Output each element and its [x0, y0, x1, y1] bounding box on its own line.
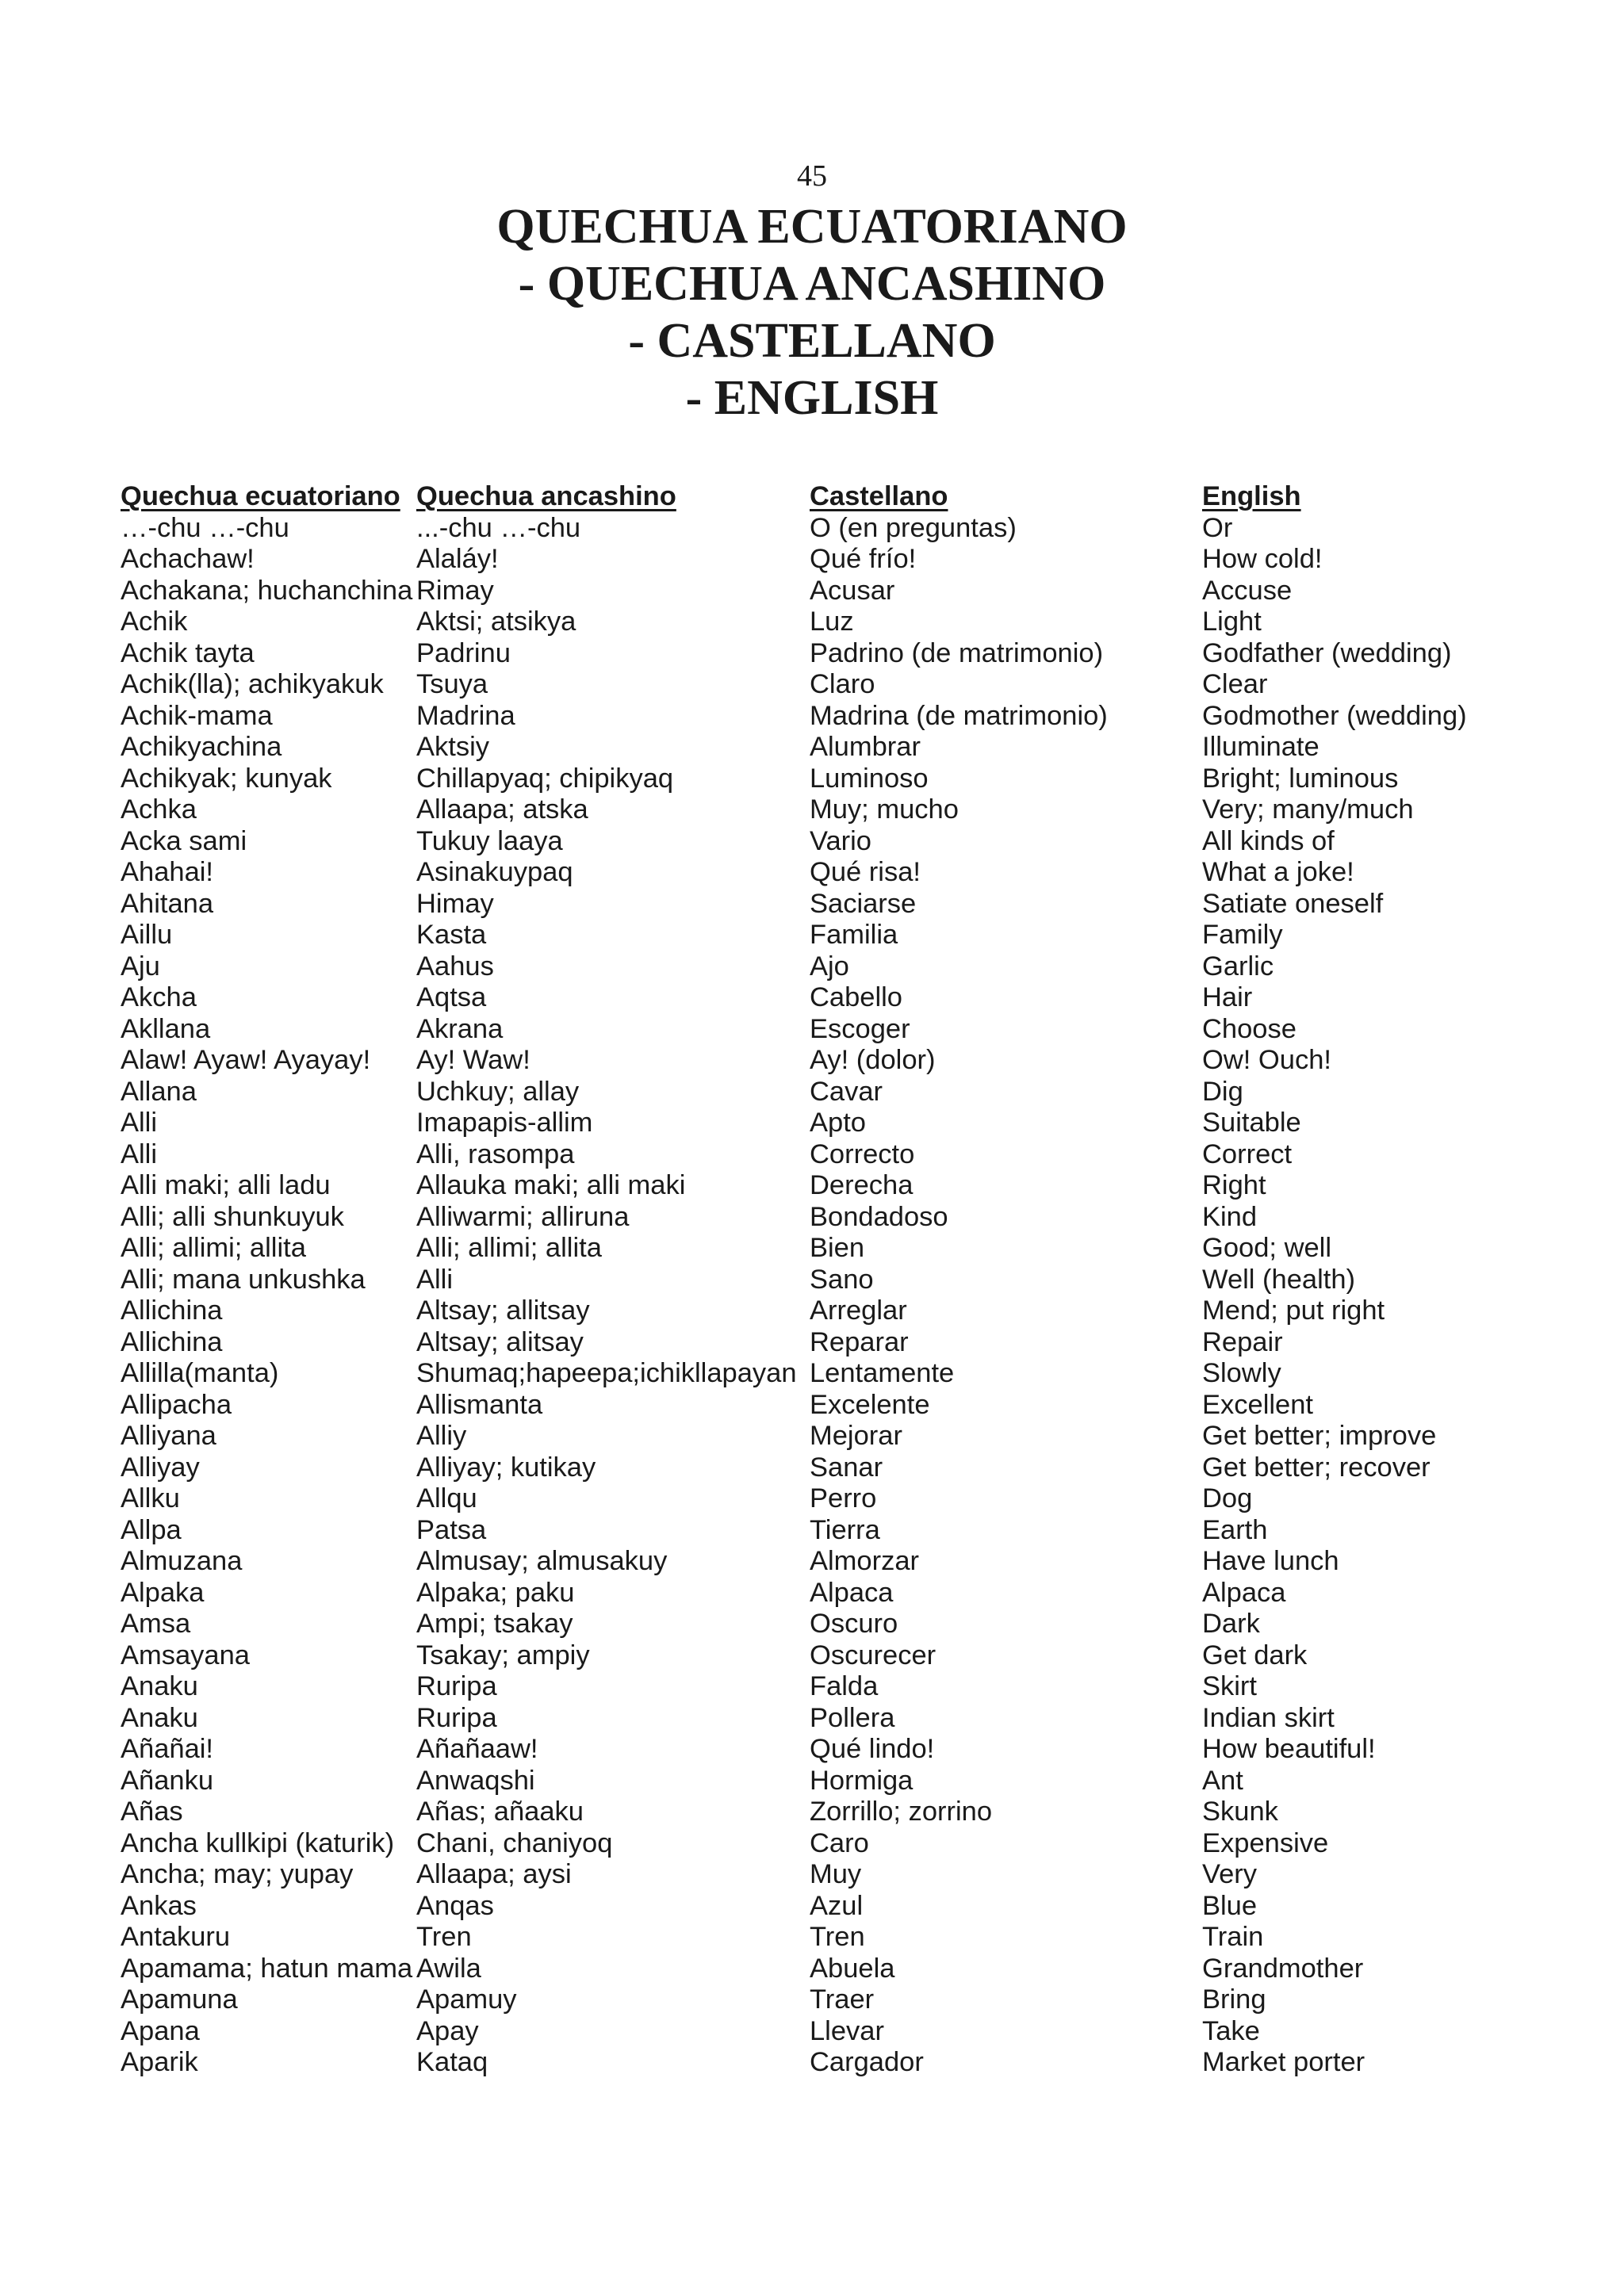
quechua-ecuatoriano-cell: Alli; mana unkushka [121, 1264, 366, 1295]
castellano-cell: Alumbrar [810, 732, 921, 762]
quechua-ancashino-cell: Alli; allimi; allita [416, 1233, 602, 1263]
quechua-ancashino-cell: Asinakuypaq [416, 857, 573, 887]
english-cell: Repair [1202, 1326, 1283, 1357]
page-number: 45 [797, 159, 827, 193]
quechua-ecuatoriano-cell: Almuzana [121, 1546, 243, 1576]
quechua-ecuatoriano-cell: Apamuna [121, 1984, 238, 2015]
quechua-ecuatoriano-cell: Allana [121, 1076, 197, 1107]
quechua-ecuatoriano-cell: Alpaka [121, 1577, 205, 1608]
quechua-ecuatoriano-cell: Allichina [121, 1326, 223, 1357]
castellano-cell: Saciarse [810, 888, 917, 919]
english-cell: Choose [1202, 1013, 1297, 1044]
english-cell: Hair [1202, 982, 1253, 1012]
english-cell: Illuminate [1202, 732, 1320, 762]
quechua-ancashino-cell: Allaapa; atska [416, 794, 588, 825]
quechua-ancashino-cell: Allqu [416, 1483, 477, 1513]
english-cell: Light [1202, 607, 1262, 637]
english-cell: Take [1202, 2015, 1260, 2046]
english-cell: Grandmother [1202, 1953, 1364, 1984]
quechua-ecuatoriano-cell: Aillu [121, 920, 173, 950]
castellano-cell: Familia [810, 920, 898, 950]
castellano-cell: Llevar [810, 2015, 884, 2046]
quechua-ancashino-cell: Ruripa [416, 1671, 497, 1701]
english-cell: How cold! [1202, 544, 1323, 574]
castellano-cell: Tierra [810, 1514, 880, 1545]
english-cell: Get better; improve [1202, 1421, 1437, 1451]
english-cell: Satiate oneself [1202, 888, 1384, 919]
quechua-ecuatoriano-cell: Añanku [121, 1765, 214, 1796]
quechua-ecuatoriano-cell: Aparik [121, 2047, 198, 2077]
quechua-ecuatoriano-cell: Amsa [121, 1609, 191, 1639]
english-cell: Clear [1202, 669, 1268, 699]
castellano-cell: Ajo [810, 951, 849, 982]
quechua-ecuatoriano-cell: Allpa [121, 1514, 182, 1545]
castellano-cell: Luz [810, 607, 854, 637]
castellano-cell: Hormiga [810, 1765, 914, 1796]
quechua-ancashino-cell: Apay [416, 2015, 479, 2046]
english-cell: Correct [1202, 1138, 1293, 1169]
english-cell: Train [1202, 1922, 1264, 1952]
quechua-ecuatoriano-cell: Akllana [121, 1013, 211, 1044]
english-cell: Family [1202, 920, 1283, 950]
quechua-ecuatoriano-cell: Añas [121, 1797, 183, 1827]
castellano-cell: Bien [810, 1233, 865, 1263]
english-cell: Very; many/much [1202, 794, 1414, 825]
castellano-cell: Bondadoso [810, 1201, 948, 1232]
castellano-cell: Oscurecer [810, 1640, 936, 1670]
quechua-ecuatoriano-cell: Aju [121, 951, 160, 982]
english-cell: Get dark [1202, 1640, 1308, 1670]
castellano-cell: Falda [810, 1671, 879, 1701]
english-cell: Skirt [1202, 1671, 1257, 1701]
quechua-ecuatoriano-cell: Alliyay [121, 1452, 200, 1483]
quechua-ancashino-cell: Alaláy! [416, 544, 499, 574]
english-cell: Right [1202, 1170, 1266, 1200]
quechua-ancashino-cell: Añas; añaaku [416, 1797, 584, 1827]
quechua-ecuatoriano-cell: Achik-mama [121, 700, 273, 731]
english-cell: Indian skirt [1202, 1702, 1335, 1733]
quechua-ecuatoriano-cell: Achakana; huchanchina [121, 575, 413, 606]
quechua-ancashino-cell: Aktsi; atsikya [416, 607, 576, 637]
quechua-ecuatoriano-cell: Achik(lla); achikyakuk [121, 669, 384, 699]
quechua-ecuatoriano-cell: Alli [121, 1138, 158, 1169]
quechua-ancashino-cell: Añañaaw! [416, 1734, 538, 1764]
quechua-ancashino-cell: Himay [416, 888, 494, 919]
quechua-ancashino-cell: Alli [416, 1264, 454, 1295]
quechua-ecuatoriano-cell: Alli; allimi; allita [121, 1233, 306, 1263]
quechua-ecuatoriano-cell: Achikyak; kunyak [121, 763, 332, 794]
castellano-cell: Sanar [810, 1452, 883, 1483]
quechua-ancashino-cell: Ay! Waw! [416, 1045, 530, 1075]
quechua-ancashino-cell: Chillapyaq; chipikyaq [416, 763, 674, 794]
castellano-cell: Reparar [810, 1326, 909, 1357]
castellano-cell: Luminoso [810, 763, 929, 794]
castellano-cell: Alpaca [810, 1577, 894, 1608]
quechua-ancashino-cell: Almusay; almusakuy [416, 1546, 668, 1576]
castellano-cell: Traer [810, 1984, 875, 2015]
castellano-cell: Pollera [810, 1702, 895, 1733]
quechua-ecuatoriano-cell: Alaw! Ayaw! Ayayay! [121, 1045, 371, 1075]
castellano-cell: Derecha [810, 1170, 914, 1200]
column-header-quechua-ecuatoriano: Quechua ecuatoriano [121, 481, 400, 511]
quechua-ecuatoriano-cell: Anaku [121, 1671, 198, 1701]
quechua-ecuatoriano-cell: Alli; alli shunkuyuk [121, 1201, 344, 1232]
castellano-cell: O (en preguntas) [810, 512, 1017, 543]
quechua-ancashino-cell: Tren [416, 1922, 472, 1952]
quechua-ancashino-cell: Rimay [416, 575, 494, 606]
quechua-ecuatoriano-cell: Ancha kullkipi (katurik) [121, 1827, 395, 1858]
english-cell: Dog [1202, 1483, 1253, 1513]
castellano-cell: Azul [810, 1890, 864, 1921]
castellano-cell: Claro [810, 669, 875, 699]
castellano-cell: Correcto [810, 1138, 915, 1169]
quechua-ancashino-cell: Akrana [416, 1013, 504, 1044]
english-cell: Expensive [1202, 1827, 1329, 1858]
quechua-ecuatoriano-cell: Ahitana [121, 888, 214, 919]
quechua-ancashino-cell: Shumaq;hapeepa;ichikllapayan [416, 1358, 797, 1388]
quechua-ecuatoriano-cell: Allipacha [121, 1389, 232, 1420]
quechua-ancashino-cell: Alliyay; kutikay [416, 1452, 596, 1483]
castellano-cell: Acusar [810, 575, 895, 606]
quechua-ancashino-cell: Tsakay; ampiy [416, 1640, 590, 1670]
quechua-ancashino-cell: Aahus [416, 951, 494, 982]
english-cell: Market porter [1202, 2047, 1365, 2077]
english-cell: Well (health) [1202, 1264, 1356, 1295]
castellano-cell: Cargador [810, 2047, 924, 2077]
quechua-ecuatoriano-cell: Ankas [121, 1890, 197, 1921]
castellano-cell: Qué risa! [810, 857, 921, 887]
english-cell: Alpaca [1202, 1577, 1286, 1608]
castellano-cell: Vario [810, 825, 871, 856]
english-cell: Bring [1202, 1984, 1266, 2015]
quechua-ancashino-cell: Altsay; alitsay [416, 1326, 584, 1357]
quechua-ecuatoriano-cell: Allku [121, 1483, 180, 1513]
quechua-ancashino-cell: Anwaqshi [416, 1765, 535, 1796]
castellano-cell: Tren [810, 1922, 865, 1952]
quechua-ancashino-cell: Alliwarmi; alliruna [416, 1201, 630, 1232]
english-cell: Dark [1202, 1609, 1260, 1639]
castellano-cell: Caro [810, 1827, 869, 1858]
quechua-ancashino-cell: Chani, chaniyoq [416, 1827, 613, 1858]
quechua-ancashino-cell: Apamuy [416, 1984, 517, 2015]
quechua-ancashino-cell: Madrina [416, 700, 515, 731]
quechua-ancashino-cell: Allaapa; aysi [416, 1859, 572, 1889]
english-cell: Ow! Ouch! [1202, 1045, 1331, 1075]
quechua-ancashino-cell: Allauka maki; alli maki [416, 1170, 686, 1200]
english-cell: Godmother (wedding) [1202, 700, 1467, 731]
castellano-cell: Madrina (de matrimonio) [810, 700, 1108, 731]
quechua-ecuatoriano-cell: Alliyana [121, 1421, 216, 1451]
english-cell: Kind [1202, 1201, 1258, 1232]
quechua-ancashino-cell: Aqtsa [416, 982, 487, 1012]
castellano-cell: Qué frío! [810, 544, 917, 574]
quechua-ancashino-cell: Patsa [416, 1514, 487, 1545]
column-header-quechua-ancashino: Quechua ancashino [416, 481, 676, 511]
castellano-cell: Muy; mucho [810, 794, 959, 825]
quechua-ancashino-cell: Ampi; tsakay [416, 1609, 573, 1639]
quechua-ecuatoriano-cell: Apamama; hatun mama [121, 1953, 413, 1984]
castellano-cell: Zorrillo; zorrino [810, 1797, 993, 1827]
english-cell: How beautiful! [1202, 1734, 1376, 1764]
quechua-ecuatoriano-cell: Acka sami [121, 825, 247, 856]
english-cell: Excellent [1202, 1389, 1313, 1420]
title-line: - QUECHUA ANCASHINO [518, 257, 1106, 311]
castellano-cell: Perro [810, 1483, 877, 1513]
castellano-cell: Qué lindo! [810, 1734, 935, 1764]
castellano-cell: Apto [810, 1108, 866, 1138]
english-cell: Skunk [1202, 1797, 1278, 1827]
english-cell: Good; well [1202, 1233, 1331, 1263]
quechua-ecuatoriano-cell: Allilla(manta) [121, 1358, 279, 1388]
english-cell: Suitable [1202, 1108, 1301, 1138]
quechua-ecuatoriano-cell: …-chu …-chu [121, 512, 289, 543]
quechua-ancashino-cell: Uchkuy; allay [416, 1076, 580, 1107]
quechua-ecuatoriano-cell: Ancha; may; yupay [121, 1859, 354, 1889]
quechua-ecuatoriano-cell: Antakuru [121, 1922, 231, 1952]
castellano-cell: Mejorar [810, 1421, 902, 1451]
english-cell: Bright; luminous [1202, 763, 1399, 794]
quechua-ancashino-cell: Ruripa [416, 1702, 497, 1733]
title-line: QUECHUA ECUATORIANO [496, 200, 1128, 254]
quechua-ancashino-cell: Imapapis-allim [416, 1108, 593, 1138]
english-cell: Blue [1202, 1890, 1258, 1921]
english-cell: Mend; put right [1202, 1295, 1385, 1326]
quechua-ancashino-cell: Kataq [416, 2047, 488, 2077]
quechua-ecuatoriano-cell: Allichina [121, 1295, 223, 1326]
castellano-cell: Lentamente [810, 1358, 955, 1388]
castellano-cell: Ay! (dolor) [810, 1045, 936, 1075]
quechua-ancashino-cell: Kasta [416, 920, 487, 950]
castellano-cell: Arreglar [810, 1295, 907, 1326]
castellano-cell: Muy [810, 1859, 862, 1889]
english-cell: What a joke! [1202, 857, 1354, 887]
english-cell: Get better; recover [1202, 1452, 1431, 1483]
column-header-castellano: Castellano [810, 481, 948, 511]
castellano-cell: Oscuro [810, 1609, 898, 1639]
quechua-ecuatoriano-cell: Ahahai! [121, 857, 214, 887]
quechua-ancashino-cell: Aktsiy [416, 732, 490, 762]
title-line: - ENGLISH [685, 371, 939, 425]
castellano-cell: Cabello [810, 982, 902, 1012]
english-cell: Very [1202, 1859, 1258, 1889]
castellano-cell: Padrino (de matrimonio) [810, 637, 1104, 668]
quechua-ancashino-cell: Alliy [416, 1421, 467, 1451]
castellano-cell: Cavar [810, 1076, 883, 1107]
english-cell: Slowly [1202, 1358, 1281, 1388]
quechua-ecuatoriano-cell: Achikyachina [121, 732, 282, 762]
column-header-english: English [1202, 481, 1301, 511]
castellano-cell: Abuela [810, 1953, 895, 1984]
quechua-ancashino-cell: Awila [416, 1953, 481, 1984]
english-cell: Ant [1202, 1765, 1243, 1796]
quechua-ancashino-cell: Anqas [416, 1890, 494, 1921]
castellano-cell: Almorzar [810, 1546, 920, 1576]
quechua-ecuatoriano-cell: Alli [121, 1108, 158, 1138]
quechua-ecuatoriano-cell: Akcha [121, 982, 197, 1012]
title-line: - CASTELLANO [628, 314, 996, 368]
quechua-ecuatoriano-cell: Achka [121, 794, 197, 825]
english-cell: All kinds of [1202, 825, 1335, 856]
english-cell: Earth [1202, 1514, 1268, 1545]
quechua-ancashino-cell: Allismanta [416, 1389, 543, 1420]
english-cell: Have lunch [1202, 1546, 1339, 1576]
castellano-cell: Escoger [810, 1013, 910, 1044]
quechua-ecuatoriano-cell: Achachaw! [121, 544, 255, 574]
quechua-ancashino-cell: Altsay; allitsay [416, 1295, 590, 1326]
english-cell: Dig [1202, 1076, 1243, 1107]
quechua-ancashino-cell: Tukuy laaya [416, 825, 563, 856]
quechua-ecuatoriano-cell: Alli maki; alli ladu [121, 1170, 331, 1200]
castellano-cell: Sano [810, 1264, 874, 1295]
quechua-ecuatoriano-cell: Achik tayta [121, 637, 255, 668]
quechua-ancashino-cell: Tsuya [416, 669, 488, 699]
quechua-ecuatoriano-cell: Anaku [121, 1702, 198, 1733]
quechua-ecuatoriano-cell: Apana [121, 2015, 200, 2046]
english-cell: Godfather (wedding) [1202, 637, 1452, 668]
quechua-ancashino-cell: Alli, rasompa [416, 1138, 575, 1169]
quechua-ecuatoriano-cell: Achik [121, 607, 188, 637]
page-title [0, 198, 1624, 427]
quechua-ecuatoriano-cell: Amsayana [121, 1640, 250, 1670]
quechua-ancashino-cell: ...-chu …-chu [416, 512, 581, 543]
castellano-cell: Excelente [810, 1389, 930, 1420]
quechua-ancashino-cell: Padrinu [416, 637, 511, 668]
english-cell: Or [1202, 512, 1233, 543]
english-cell: Accuse [1202, 575, 1293, 606]
quechua-ecuatoriano-cell: Añañai! [121, 1734, 214, 1764]
english-cell: Garlic [1202, 951, 1274, 982]
quechua-ancashino-cell: Alpaka; paku [416, 1577, 575, 1608]
